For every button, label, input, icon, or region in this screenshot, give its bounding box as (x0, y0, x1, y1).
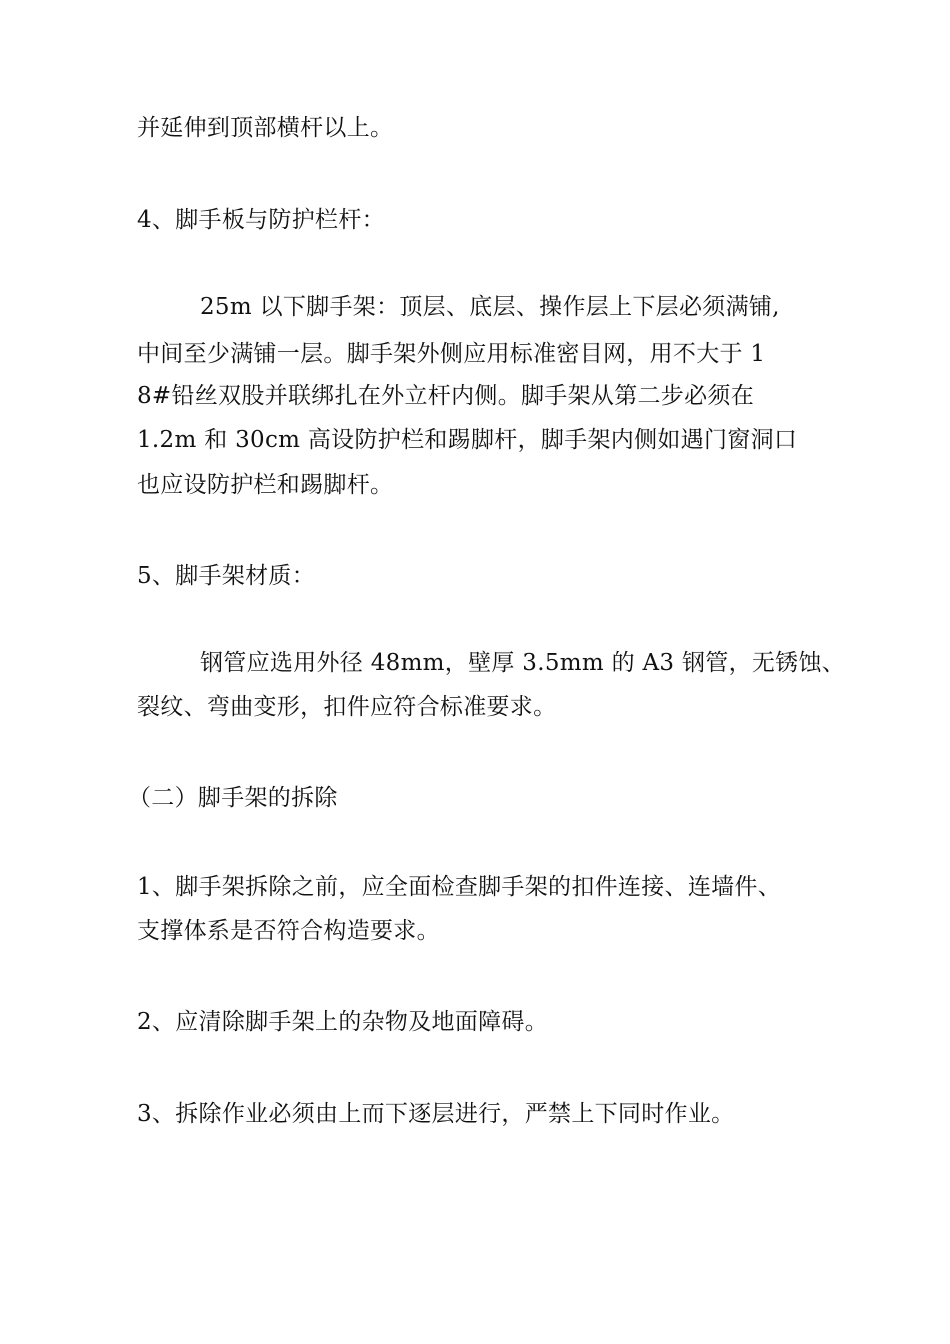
paragraph-line-6: 钢管应选用外径 48mm，壁厚 3.5mm 的 A3 钢管，无锈蚀、 (200, 650, 846, 676)
item-3: 3、拆除作业必须由上而下逐层进行，严禁上下同时作业。 (137, 1101, 735, 1127)
paragraph-line-1: 25m 以下脚手架：顶层、底层、操作层上下层必须满铺, (200, 294, 780, 320)
section-heading-5: 5、脚手架材质： (137, 563, 316, 589)
paragraph-line-3: 8#铅丝双股并联绑扎在外立杆内侧。脚手架从第二步必须在 (137, 383, 755, 409)
section-heading-4: 4、脚手板与防护栏杆： (137, 207, 385, 233)
paragraph-line-7: 裂纹、弯曲变形，扣件应符合标准要求。 (137, 694, 557, 720)
item-1-line-2: 支撑体系是否符合构造要求。 (137, 918, 440, 944)
section-heading-demolition: （二）脚手架的拆除 (128, 785, 338, 811)
paragraph-line-2: 中间至少满铺一层。脚手架外侧应用标准密目网，用不大于 1 (137, 341, 766, 367)
item-2: 2、应清除脚手架上的杂物及地面障碍。 (137, 1009, 549, 1035)
paragraph-line-4: 1.2m 和 30cm 高设防护栏和踢脚杆，脚手架内侧如遇门窗洞口 (137, 427, 798, 453)
paragraph-line-5: 也应设防护栏和踢脚杆。 (137, 472, 394, 498)
text-line-continuation: 并延伸到顶部横杆以上。 (137, 115, 394, 141)
item-1-line-1: 1、脚手架拆除之前，应全面检查脚手架的扣件连接、连墙件、 (137, 874, 782, 900)
